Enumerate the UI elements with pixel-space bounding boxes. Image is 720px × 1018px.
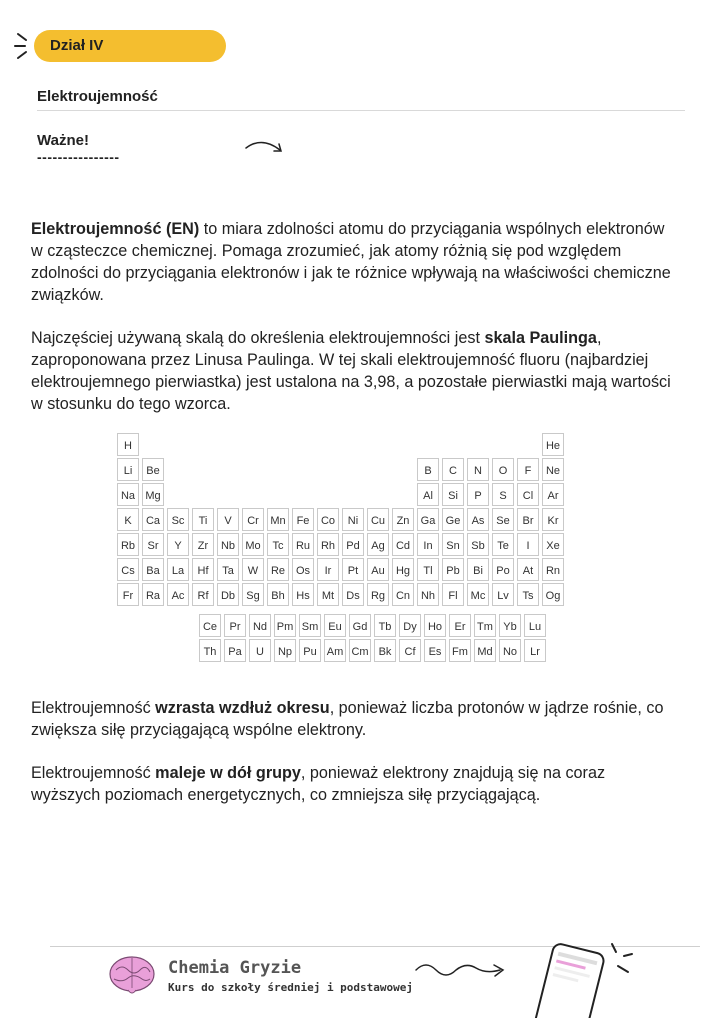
element-symbol: Ca	[145, 515, 161, 527]
element-cell-o	[492, 458, 514, 481]
element-symbol: Ta	[222, 565, 234, 577]
element-cell-cf	[399, 639, 421, 662]
element-symbol: Cu	[370, 515, 386, 527]
element-cell-er	[449, 614, 471, 637]
element-cell-li	[117, 458, 139, 481]
element-symbol: At	[522, 565, 534, 577]
element-symbol: Ni	[347, 515, 359, 527]
section-title: Elektroujemność	[37, 88, 158, 105]
element-cell-ca	[142, 508, 164, 531]
element-cell-kr	[542, 508, 564, 531]
element-cell-ta	[217, 558, 239, 581]
element-cell-u	[249, 639, 271, 662]
element-symbol: Pd	[346, 540, 360, 552]
element-symbol: Yb	[503, 621, 517, 633]
element-symbol: Ho	[427, 621, 443, 633]
squiggle-arrow-icon	[412, 956, 512, 986]
element-cell-nb	[217, 533, 239, 556]
element-cell-th	[199, 639, 221, 662]
element-symbol: Pa	[228, 646, 242, 658]
paragraph-group-pre: Elektroujemność	[31, 764, 156, 782]
element-symbol: Br	[522, 515, 534, 527]
element-cell-ni	[342, 508, 364, 531]
element-cell-yb	[499, 614, 521, 637]
element-cell-eu	[324, 614, 346, 637]
brand-name: Chemia Gryzie	[168, 958, 302, 978]
element-symbol: Xe	[546, 540, 560, 552]
element-symbol: P	[474, 490, 482, 502]
element-symbol: He	[545, 440, 561, 452]
element-symbol: Au	[371, 565, 385, 577]
element-cell-au	[367, 558, 389, 581]
element-cell-db	[217, 583, 239, 606]
element-symbol: Bh	[271, 590, 285, 602]
element-cell-mc	[467, 583, 489, 606]
paragraph-pauling-post: , zaproponowana przez Linusa Paulinga. W tej skali elektroujemność fluoru (najbardziej elektroujemnego pierwiastka) jest ustalona na 3,98, a pozostałe pierwiastki mają wartości w stosunku do tego wzorca.	[31, 329, 671, 413]
element-symbol: Co	[320, 515, 336, 527]
element-cell-cu	[367, 508, 389, 531]
element-cell-fm	[449, 639, 471, 662]
element-cell-ga	[417, 508, 439, 531]
element-symbol: Rh	[320, 540, 336, 552]
element-symbol: Gd	[352, 621, 368, 633]
paragraph-pauling	[31, 327, 671, 415]
paragraph-group-post: , ponieważ elektrony znajdują się na coraz wyższych poziomach energetycznych, co zmniejsza siłę przyciągającą.	[31, 764, 606, 804]
element-symbol: As	[471, 515, 485, 527]
element-cell-bh	[267, 583, 289, 606]
element-cell-b	[417, 458, 439, 481]
element-symbol: Y	[174, 540, 182, 552]
element-symbol: Zn	[396, 515, 410, 527]
dashed-underline: ----------------	[37, 149, 120, 165]
element-symbol: F	[524, 465, 532, 477]
element-symbol: Fe	[296, 515, 310, 527]
element-symbol: Cd	[395, 540, 411, 552]
phone-illustration-icon	[520, 940, 640, 1018]
element-symbol: Fl	[448, 590, 458, 602]
element-cell-mg	[142, 483, 164, 506]
element-symbol: Tl	[423, 565, 433, 577]
element-cell-f	[517, 458, 539, 481]
element-symbol: V	[224, 515, 232, 527]
element-cell-nh	[417, 583, 439, 606]
element-symbol: Nd	[252, 621, 268, 633]
element-cell-rf	[192, 583, 214, 606]
element-symbol: Lr	[530, 646, 540, 658]
element-cell-zn	[392, 508, 414, 531]
element-cell-mt	[317, 583, 339, 606]
element-cell-fr	[117, 583, 139, 606]
element-symbol: Po	[496, 565, 510, 577]
element-cell-w	[242, 558, 264, 581]
element-cell-at	[517, 558, 539, 581]
element-cell-os	[292, 558, 314, 581]
element-symbol: Ga	[420, 515, 436, 527]
brain-logo-icon	[106, 952, 158, 1002]
element-cell-ho	[424, 614, 446, 637]
element-cell-pu	[299, 639, 321, 662]
element-symbol: Md	[477, 646, 493, 658]
element-cell-md	[474, 639, 496, 662]
element-cell-n	[467, 458, 489, 481]
element-symbol: Cn	[395, 590, 411, 602]
element-cell-ba	[142, 558, 164, 581]
element-cell-br	[517, 508, 539, 531]
element-symbol: Rf	[197, 590, 209, 602]
element-symbol: La	[171, 565, 185, 577]
element-symbol: Se	[496, 515, 510, 527]
important-label: Ważne!	[37, 132, 89, 149]
element-symbol: Ce	[202, 621, 218, 633]
element-cell-rb	[117, 533, 139, 556]
element-cell-tc	[267, 533, 289, 556]
element-cell-pa	[224, 639, 246, 662]
spark-icon	[12, 28, 34, 62]
element-symbol: B	[424, 465, 432, 477]
element-symbol: Sc	[171, 515, 185, 527]
element-symbol: No	[502, 646, 518, 658]
element-symbol: Bk	[378, 646, 392, 658]
element-symbol: Tm	[477, 621, 493, 633]
element-symbol: Tc	[272, 540, 284, 552]
element-cell-ds	[342, 583, 364, 606]
element-symbol: Sn	[446, 540, 460, 552]
element-cell-am	[324, 639, 346, 662]
chapter-badge-label: Dział IV	[50, 37, 104, 54]
element-symbol: I	[526, 540, 530, 552]
element-symbol: N	[474, 465, 482, 477]
element-symbol: Db	[220, 590, 236, 602]
element-cell-gd	[349, 614, 371, 637]
element-cell-y	[167, 533, 189, 556]
element-cell-co	[317, 508, 339, 531]
element-symbol: Bi	[473, 565, 483, 577]
element-cell-xe	[542, 533, 564, 556]
element-symbol: K	[124, 515, 132, 527]
element-cell-ti	[192, 508, 214, 531]
element-cell-cr	[242, 508, 264, 531]
element-cell-tb	[374, 614, 396, 637]
element-cell-rn	[542, 558, 564, 581]
element-cell-sr	[142, 533, 164, 556]
element-cell-pd	[342, 533, 364, 556]
element-symbol: Es	[428, 646, 442, 658]
element-cell-pr	[224, 614, 246, 637]
element-cell-p	[467, 483, 489, 506]
element-symbol: Fr	[122, 590, 134, 602]
element-cell-lv	[492, 583, 514, 606]
element-cell-in	[417, 533, 439, 556]
element-cell-sc	[167, 508, 189, 531]
element-symbol: Ds	[346, 590, 360, 602]
element-symbol: Zr	[197, 540, 209, 552]
paragraph-pauling-pre: Najczęściej używaną skalą do określenia elektroujemności jest	[31, 329, 485, 347]
element-symbol: Mn	[270, 515, 286, 527]
element-cell-fl	[442, 583, 464, 606]
element-cell-mn	[267, 508, 289, 531]
element-symbol: Ts	[522, 590, 534, 602]
element-cell-se	[492, 508, 514, 531]
element-cell-ra	[142, 583, 164, 606]
element-symbol: Ag	[371, 540, 385, 552]
element-cell-la	[167, 558, 189, 581]
element-symbol: Pm	[276, 621, 294, 633]
element-symbol: Cr	[247, 515, 259, 527]
element-cell-rg	[367, 583, 389, 606]
element-symbol: Tb	[378, 621, 392, 633]
element-cell-cn	[392, 583, 414, 606]
element-symbol: Rn	[545, 565, 561, 577]
element-cell-ir	[317, 558, 339, 581]
element-symbol: Mt	[321, 590, 335, 602]
element-symbol: Pr	[229, 621, 241, 633]
element-cell-bi	[467, 558, 489, 581]
element-cell-te	[492, 533, 514, 556]
element-cell-tm	[474, 614, 496, 637]
element-symbol: H	[124, 440, 132, 452]
element-symbol: Cl	[522, 490, 534, 502]
element-cell-es	[424, 639, 446, 662]
element-cell-po	[492, 558, 514, 581]
element-symbol: Ti	[198, 515, 208, 527]
element-cell-ag	[367, 533, 389, 556]
element-cell-pb	[442, 558, 464, 581]
element-symbol: Rb	[120, 540, 136, 552]
element-symbol: Al	[423, 490, 433, 502]
section-divider	[37, 110, 685, 111]
element-symbol: Hg	[395, 565, 411, 577]
element-cell-ne	[542, 458, 564, 481]
element-cell-lr	[524, 639, 546, 662]
paragraph-period-trend	[31, 697, 671, 741]
element-symbol: Os	[295, 565, 311, 577]
chapter-badge	[34, 30, 226, 62]
element-cell-be	[142, 458, 164, 481]
element-cell-ar	[542, 483, 564, 506]
element-symbol: Am	[326, 646, 344, 658]
element-cell-hs	[292, 583, 314, 606]
element-cell-sb	[467, 533, 489, 556]
paragraph-period-bold: wzrasta wzdłuż okresu	[155, 699, 330, 717]
element-cell-na	[117, 483, 139, 506]
paragraph-pauling-bold: skala Paulinga	[484, 329, 597, 347]
element-cell-sn	[442, 533, 464, 556]
paragraph-period-pre: Elektroujemność	[31, 699, 156, 717]
element-symbol: Cs	[121, 565, 135, 577]
element-cell-sg	[242, 583, 264, 606]
element-symbol: Be	[146, 465, 160, 477]
element-symbol: C	[449, 465, 457, 477]
element-symbol: Re	[270, 565, 286, 577]
element-cell-v	[217, 508, 239, 531]
element-symbol: Sg	[246, 590, 260, 602]
element-cell-pm	[274, 614, 296, 637]
element-symbol: Sr	[147, 540, 159, 552]
element-symbol: Fm	[452, 646, 468, 658]
element-symbol: Lv	[497, 590, 509, 602]
element-cell-ce	[199, 614, 221, 637]
element-cell-mo	[242, 533, 264, 556]
element-symbol: Pb	[446, 565, 460, 577]
element-symbol: S	[499, 490, 507, 502]
element-symbol: Lu	[528, 621, 542, 633]
element-symbol: Eu	[328, 621, 342, 633]
element-cell-ru	[292, 533, 314, 556]
element-symbol: Ac	[171, 590, 185, 602]
element-cell-as	[467, 508, 489, 531]
brand-tagline: Kurs do szkoły średniej i podstawowej	[168, 981, 414, 994]
paragraph-definition-text: to miara zdolności atomu do przyciągania wspólnych elektronów w cząsteczce chemicznej. Pomaga zrozumieć, jak atomy różnią się pod względem zdolności do przyciągania elektronów i jak te różnice wpływają na właściwości chemiczne związków.	[31, 220, 671, 304]
element-cell-he	[542, 433, 564, 456]
element-symbol: Cm	[351, 646, 369, 658]
element-cell-rh	[317, 533, 339, 556]
element-symbol: Sm	[301, 621, 319, 633]
element-cell-k	[117, 508, 139, 531]
paragraph-group-trend	[31, 762, 671, 806]
element-cell-pt	[342, 558, 364, 581]
element-cell-zr	[192, 533, 214, 556]
element-symbol: Np	[277, 646, 293, 658]
paragraph-period-post: , ponieważ liczba protonów w jądrze rośnie, co zwiększa siłę przyciągającą wspólne elektrony.	[31, 699, 664, 739]
element-symbol: Ru	[295, 540, 311, 552]
element-cell-np	[274, 639, 296, 662]
element-symbol: Cf	[404, 646, 416, 658]
element-cell-no	[499, 639, 521, 662]
element-symbol: Nb	[220, 540, 236, 552]
element-symbol: Si	[448, 490, 458, 502]
element-symbol: Nh	[420, 590, 436, 602]
element-cell-fe	[292, 508, 314, 531]
element-symbol: Hs	[296, 590, 310, 602]
element-cell-ge	[442, 508, 464, 531]
element-cell-re	[267, 558, 289, 581]
element-symbol: Na	[120, 490, 136, 502]
element-cell-nd	[249, 614, 271, 637]
element-symbol: Ra	[145, 590, 161, 602]
element-cell-cm	[349, 639, 371, 662]
element-symbol: Li	[123, 465, 133, 477]
element-symbol: Er	[454, 621, 466, 633]
element-symbol: In	[423, 540, 433, 552]
paragraph-definition	[31, 218, 671, 306]
element-cell-h	[117, 433, 139, 456]
element-symbol: Ne	[545, 465, 561, 477]
element-symbol: O	[498, 465, 508, 477]
element-cell-cd	[392, 533, 414, 556]
element-symbol: Mo	[245, 540, 261, 552]
element-symbol: Mc	[470, 590, 486, 602]
element-symbol: Ge	[445, 515, 461, 527]
element-cell-si	[442, 483, 464, 506]
element-cell-ts	[517, 583, 539, 606]
element-cell-s	[492, 483, 514, 506]
element-symbol: Sb	[471, 540, 485, 552]
element-symbol: Ir	[324, 565, 332, 577]
element-symbol: Hf	[197, 565, 209, 577]
element-cell-hf	[192, 558, 214, 581]
element-cell-og	[542, 583, 564, 606]
paragraph-definition-bold: Elektroujemność (EN)	[31, 220, 200, 238]
element-cell-hg	[392, 558, 414, 581]
curved-arrow-icon	[244, 136, 286, 158]
element-cell-bk	[374, 639, 396, 662]
element-symbol: Rg	[370, 590, 386, 602]
element-cell-c	[442, 458, 464, 481]
element-cell-sm	[299, 614, 321, 637]
element-cell-al	[417, 483, 439, 506]
element-symbol: Mg	[145, 490, 161, 502]
element-symbol: Dy	[403, 621, 417, 633]
element-symbol: Te	[497, 540, 509, 552]
element-cell-ac	[167, 583, 189, 606]
element-symbol: W	[247, 565, 259, 577]
element-cell-cs	[117, 558, 139, 581]
element-cell-tl	[417, 558, 439, 581]
element-symbol: Ba	[146, 565, 160, 577]
element-symbol: Ar	[547, 490, 559, 502]
element-cell-lu	[524, 614, 546, 637]
element-cell-i	[517, 533, 539, 556]
element-cell-cl	[517, 483, 539, 506]
element-symbol: Pu	[303, 646, 317, 658]
element-symbol: Th	[203, 646, 217, 658]
element-symbol: Kr	[547, 515, 559, 527]
element-symbol: Og	[545, 590, 561, 602]
element-cell-dy	[399, 614, 421, 637]
element-symbol: Pt	[347, 565, 359, 577]
paragraph-group-bold: maleje w dół grupy	[155, 764, 301, 782]
element-symbol: U	[256, 646, 264, 658]
